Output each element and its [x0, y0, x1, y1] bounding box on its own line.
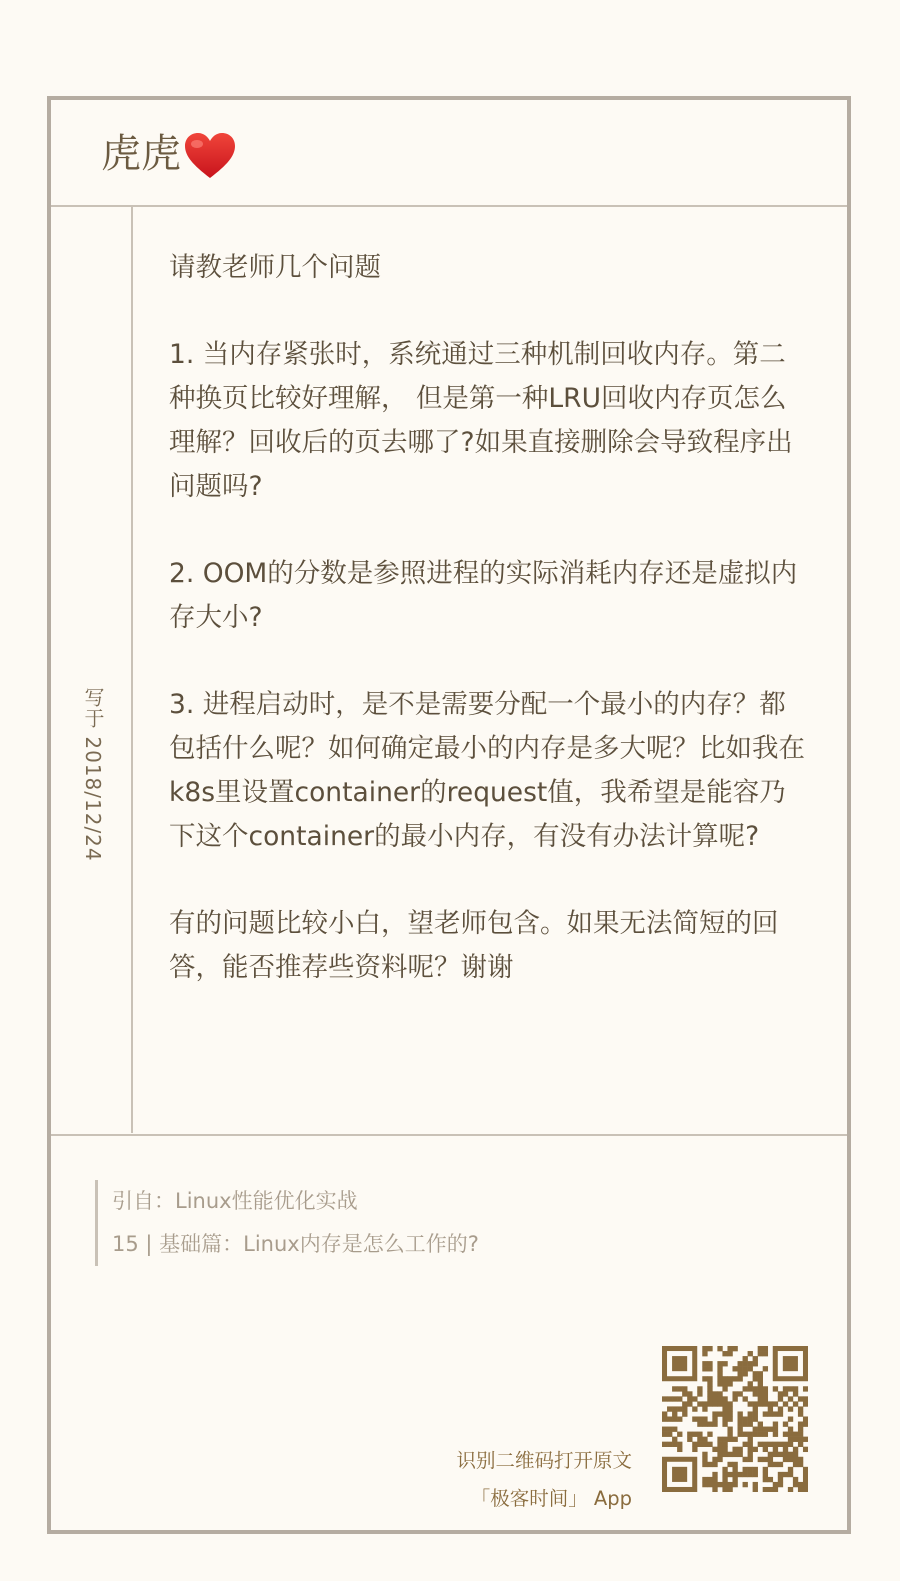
comment-question-3: 3. 进程启动时，是不是需要分配一个最小的内存？都包括什么呢？如何确定最小的内存是多大呢？比如我在k8s里设置container的request值，我希望是能容乃下这个container的最小内存，有没有办法计算呢?	[169, 689, 805, 852]
heart-icon	[183, 131, 237, 181]
post-date: 写于 2018/12/24	[81, 687, 105, 862]
comment-question-2: 2. OOM的分数是参照进程的实际消耗内存还是虚拟内存大小?	[169, 558, 798, 633]
comment-body	[169, 246, 809, 1033]
card-header	[51, 100, 847, 207]
qr-caption-line2: 「极客时间」 App	[470, 1487, 632, 1510]
qr-caption	[456, 1442, 632, 1518]
footer-divider	[51, 1134, 847, 1136]
author-name-row	[101, 126, 237, 182]
comment-intro: 请教老师几个问题	[169, 252, 381, 283]
qr-caption-line1: 识别二维码打开原文	[456, 1449, 632, 1472]
comment-closing: 有的问题比较小白，望老师包含。如果无法简短的回答，能否推荐些资料呢？谢谢	[169, 908, 779, 983]
comment-question-1: 1. 当内存紧张时，系统通过三种机制回收内存。第二种换页比较好理解， 但是第一种LRU回收内存页怎么理解？回收后的页去哪了?如果直接删除会导致程序出问题吗?	[169, 339, 793, 502]
qr-code-icon[interactable]	[662, 1346, 808, 1492]
date-sidebar	[51, 207, 133, 1133]
quote-course: 引自：Linux性能优化实战	[112, 1189, 358, 1213]
quote-article: 15 | 基础篇：Linux内存是怎么工作的?	[112, 1232, 479, 1256]
author-name: 虎虎	[101, 131, 181, 177]
source-quote	[95, 1180, 479, 1266]
comment-card	[47, 96, 851, 1534]
